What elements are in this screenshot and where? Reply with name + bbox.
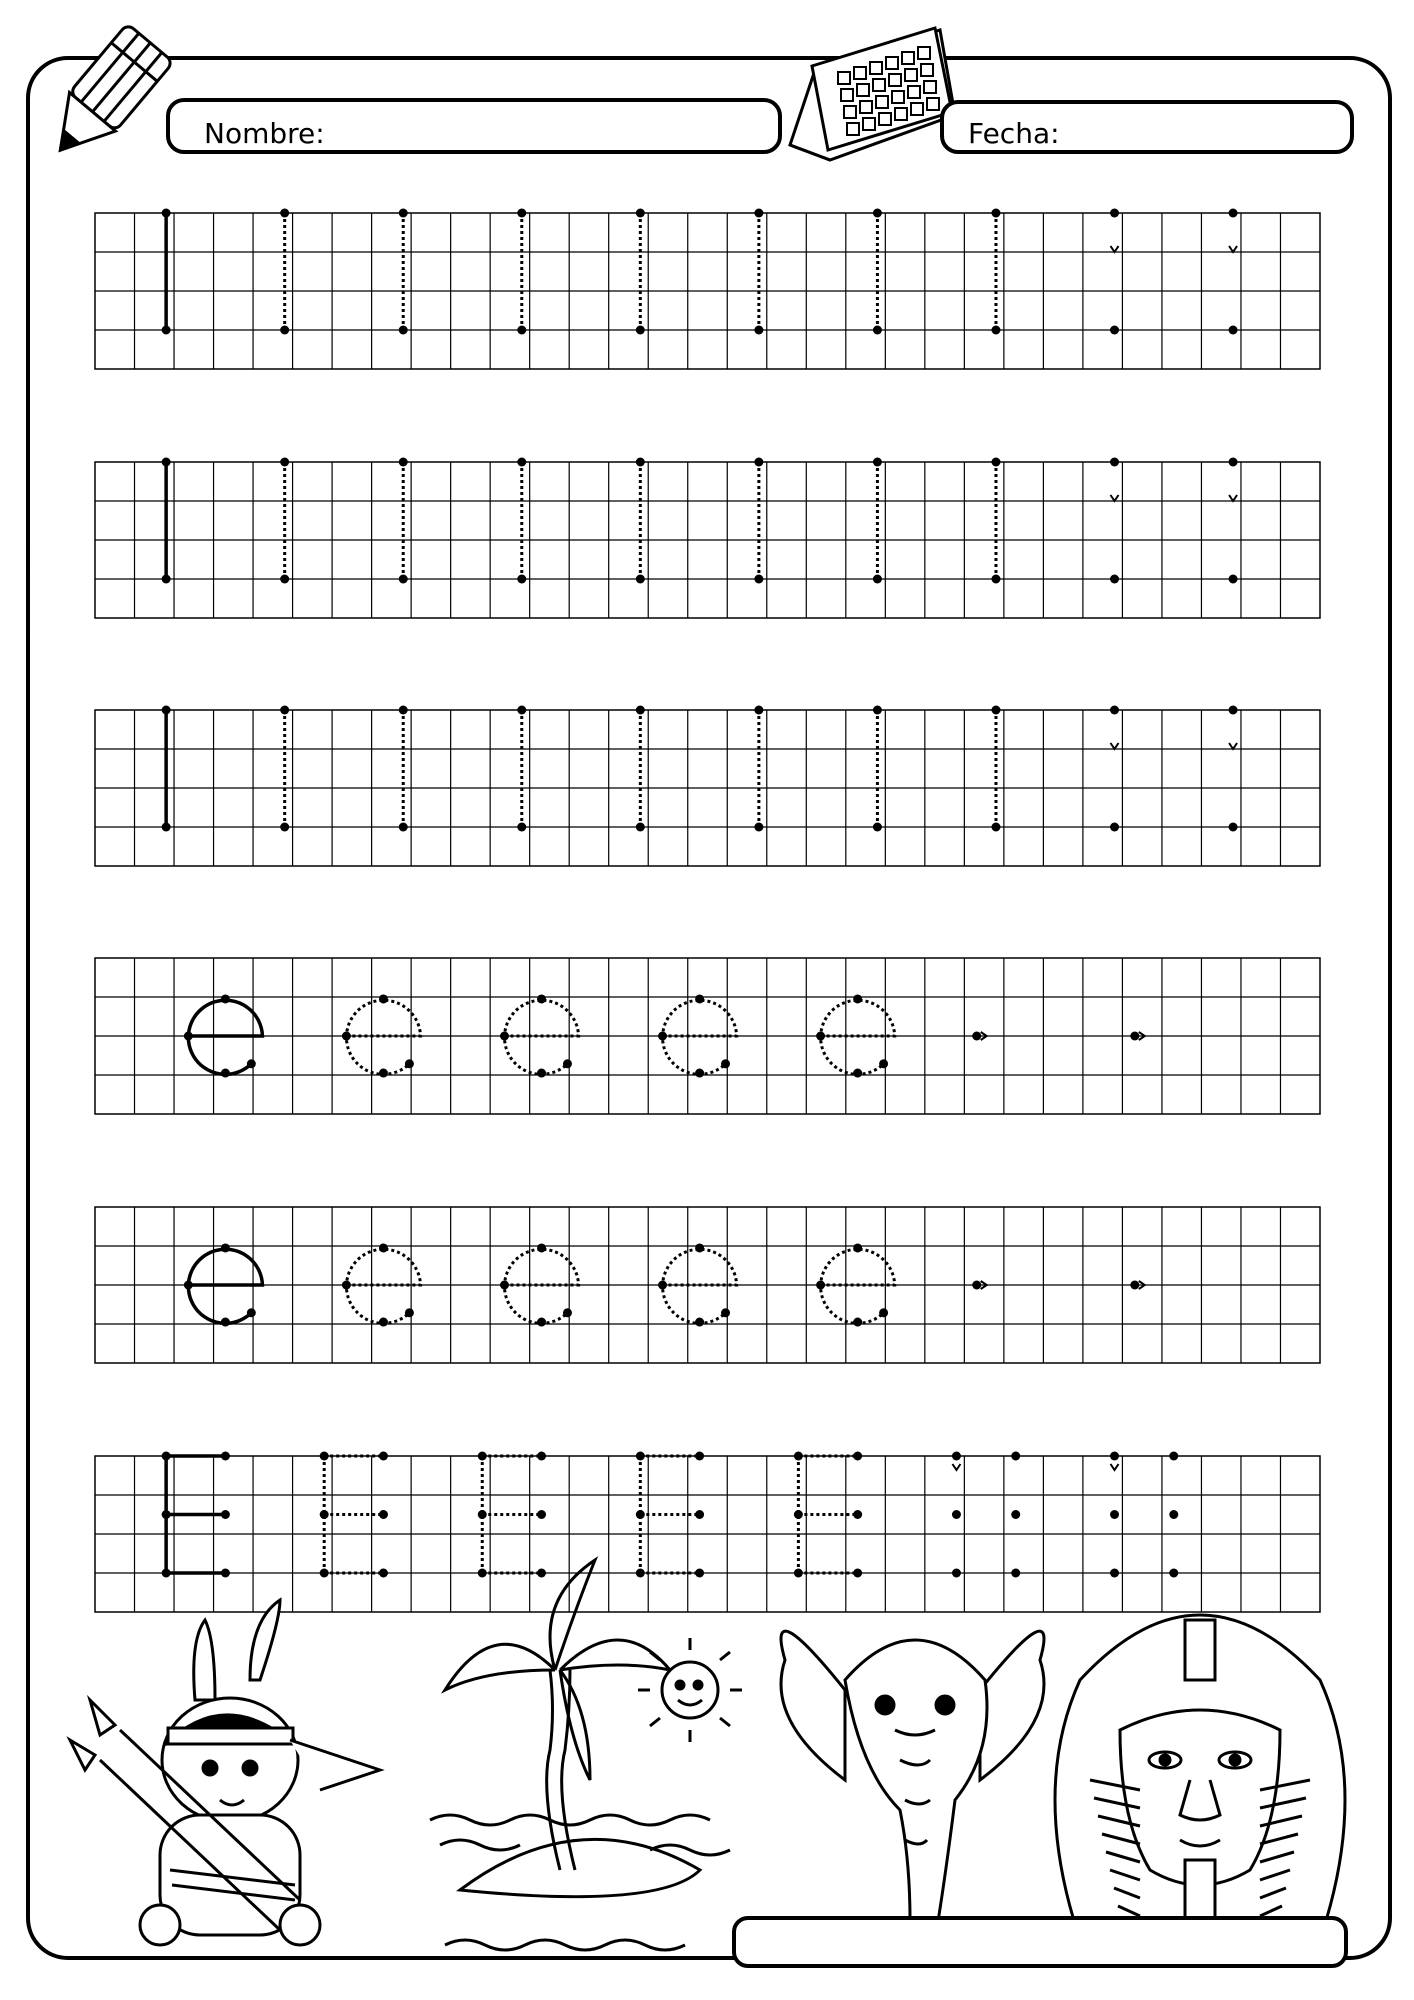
guide-dot: [537, 1569, 546, 1578]
guide-dot: [873, 706, 882, 715]
guide-dot: [405, 1059, 414, 1068]
guide-dot: [399, 823, 408, 832]
guide-dot: [500, 1032, 509, 1041]
guide-dot: [537, 1069, 546, 1078]
guide-dot: [695, 1569, 704, 1578]
guide-dot: [991, 823, 1000, 832]
practice-row: [95, 958, 1320, 1114]
guide-dot: [280, 823, 289, 832]
arrow-hint: [1229, 495, 1237, 501]
calendar-cell: [902, 52, 914, 64]
guide-dot: [184, 1281, 193, 1290]
guide-dot: [221, 994, 230, 1003]
guide-dot: [162, 1569, 171, 1578]
arrow-hint: [1229, 246, 1237, 252]
arrow-hint: [1111, 495, 1119, 501]
practice-row: [95, 706, 1320, 867]
guide-dot: [517, 575, 526, 584]
guide-dot: [478, 1569, 487, 1578]
guide-dot: [247, 1059, 256, 1068]
calendar-cell: [911, 103, 923, 115]
guide-dot: [1110, 1569, 1119, 1578]
calendar-cell: [924, 81, 936, 93]
guide-dot: [636, 575, 645, 584]
guide-dot: [721, 1308, 730, 1317]
guide-dot: [1169, 1452, 1178, 1461]
guide-dot: [853, 1569, 862, 1578]
calendar-cell: [857, 84, 869, 96]
letter-guides: [162, 1452, 1179, 1578]
guide-dot: [162, 1510, 171, 1519]
guide-dot: [721, 1059, 730, 1068]
guide-dot: [320, 1569, 329, 1578]
guide-dot: [379, 1452, 388, 1461]
guide-dot: [879, 1308, 888, 1317]
arrow-hint: [1229, 743, 1237, 749]
guide-dot: [379, 1318, 388, 1327]
guide-dot: [1130, 1032, 1139, 1041]
arrow-hint: [1111, 743, 1119, 749]
guide-dot: [658, 1032, 667, 1041]
guide-dot: [379, 994, 388, 1003]
guide-dot: [1110, 458, 1119, 467]
guide-dot: [405, 1308, 414, 1317]
arrow-hint: [1111, 1464, 1119, 1470]
guide-dot: [754, 823, 763, 832]
letter-guides: [162, 458, 1238, 584]
guide-dot: [873, 575, 882, 584]
calendar-cell: [889, 74, 901, 86]
guide-dot: [478, 1452, 487, 1461]
guide-dot: [342, 1032, 351, 1041]
guide-dot: [280, 458, 289, 467]
letter-guides: [162, 706, 1238, 832]
guide-dot: [952, 1510, 961, 1519]
guide-dot: [379, 1243, 388, 1252]
guide-dot: [563, 1308, 572, 1317]
calendar-cell: [886, 57, 898, 69]
calendar-icon: [790, 28, 955, 160]
guide-dot: [636, 823, 645, 832]
guide-dot: [1110, 209, 1119, 218]
guide-dot: [399, 458, 408, 467]
guide-dot: [280, 209, 289, 218]
calendar-cell: [860, 101, 872, 113]
guide-dot: [1011, 1510, 1020, 1519]
guide-dot: [399, 209, 408, 218]
calendar-cell: [895, 108, 907, 120]
guide-dot: [991, 209, 1000, 218]
guide-dot: [1110, 706, 1119, 715]
guide-dot: [1011, 1569, 1020, 1578]
guide-dot: [853, 1069, 862, 1078]
guide-dot: [754, 458, 763, 467]
guide-dot: [1011, 1452, 1020, 1461]
guide-dot: [280, 326, 289, 335]
guide-dot: [280, 706, 289, 715]
guide-dot: [1169, 1510, 1178, 1519]
guide-dot: [221, 1318, 230, 1327]
guide-dot: [991, 458, 1000, 467]
letter-guides: [162, 209, 1238, 335]
guide-dot: [280, 575, 289, 584]
guide-dot: [1229, 575, 1238, 584]
guide-dot: [991, 706, 1000, 715]
guide-dot: [184, 1032, 193, 1041]
guide-dot: [636, 1569, 645, 1578]
guide-dot: [972, 1032, 981, 1041]
arrow-hint: [1111, 246, 1119, 252]
practice-row: [95, 458, 1320, 619]
calendar-cell: [876, 96, 888, 108]
calendar-cell: [841, 89, 853, 101]
guide-dot: [754, 209, 763, 218]
guide-dot: [991, 326, 1000, 335]
guide-dot: [162, 1452, 171, 1461]
guide-dot: [517, 326, 526, 335]
guide-dot: [1229, 823, 1238, 832]
guide-dot: [816, 1281, 825, 1290]
calendar-cell: [905, 69, 917, 81]
guide-dot: [537, 1318, 546, 1327]
guide-dot: [754, 326, 763, 335]
practice-grids: [95, 209, 1320, 1613]
guide-dot: [399, 575, 408, 584]
guide-dot: [342, 1281, 351, 1290]
guide-dot: [695, 1318, 704, 1327]
guide-dot: [636, 1452, 645, 1461]
guide-dot: [754, 575, 763, 584]
guide-dot: [1110, 1510, 1119, 1519]
guide-dot: [1110, 823, 1119, 832]
indian-child-illustration: [70, 1600, 380, 1945]
guide-dot: [695, 1243, 704, 1252]
guide-dot: [517, 209, 526, 218]
guide-dot: [563, 1059, 572, 1068]
guide-dot: [873, 458, 882, 467]
guide-dot: [221, 1069, 230, 1078]
guide-dot: [636, 326, 645, 335]
calendar-cell: [908, 86, 920, 98]
guide-dot: [537, 994, 546, 1003]
calendar-cell: [873, 79, 885, 91]
guide-dot: [794, 1452, 803, 1461]
guide-dot: [636, 209, 645, 218]
guide-dot: [952, 1452, 961, 1461]
guide-dot: [1229, 209, 1238, 218]
guide-dot: [853, 1452, 862, 1461]
guide-dot: [853, 1243, 862, 1252]
guide-dot: [695, 1510, 704, 1519]
guide-dot: [320, 1510, 329, 1519]
answer-field[interactable]: [734, 1918, 1346, 1966]
calendar-cell: [870, 62, 882, 74]
guide-dot: [873, 823, 882, 832]
guide-dot: [379, 1510, 388, 1519]
calendar-cell: [838, 72, 850, 84]
guide-dot: [754, 706, 763, 715]
guide-dot: [221, 1569, 230, 1578]
guide-dot: [636, 1510, 645, 1519]
elephant-illustration: [781, 1631, 1044, 1942]
guide-dot: [537, 1510, 546, 1519]
guide-dot: [794, 1569, 803, 1578]
pharaoh-illustration: [1055, 1615, 1345, 1940]
guide-dot: [636, 706, 645, 715]
calendar-cell: [921, 64, 933, 76]
calendar-cell: [863, 118, 875, 130]
guide-dot: [379, 1569, 388, 1578]
arrow-hint: [952, 1464, 960, 1470]
guide-dot: [879, 1059, 888, 1068]
guide-dot: [695, 1452, 704, 1461]
guide-dot: [972, 1281, 981, 1290]
guide-dot: [695, 994, 704, 1003]
guide-dot: [500, 1281, 509, 1290]
guide-dot: [853, 994, 862, 1003]
guide-dot: [873, 209, 882, 218]
guide-dot: [991, 575, 1000, 584]
guide-dot: [399, 326, 408, 335]
guide-dot: [221, 1243, 230, 1252]
guide-dot: [517, 823, 526, 832]
guide-dot: [658, 1281, 667, 1290]
calendar-cell: [847, 123, 859, 135]
guide-dot: [695, 1069, 704, 1078]
guide-dot: [399, 706, 408, 715]
calendar-cell: [854, 67, 866, 79]
guide-dot: [873, 326, 882, 335]
guide-dot: [794, 1510, 803, 1519]
name-label: Nombre:: [204, 117, 325, 150]
island-illustration: [430, 1560, 742, 1950]
practice-row: [95, 1207, 1320, 1363]
guide-dot: [478, 1510, 487, 1519]
guide-dot: [1110, 575, 1119, 584]
guide-dot: [247, 1308, 256, 1317]
guide-dot: [853, 1510, 862, 1519]
guide-dot: [1130, 1281, 1139, 1290]
calendar-cell: [844, 106, 856, 118]
guide-dot: [853, 1318, 862, 1327]
guide-dot: [1229, 706, 1238, 715]
date-label: Fecha:: [968, 117, 1060, 150]
calendar-cell: [892, 91, 904, 103]
guide-dot: [517, 458, 526, 467]
guide-dot: [816, 1032, 825, 1041]
calendar-cell: [879, 113, 891, 125]
guide-dot: [1229, 326, 1238, 335]
pencil-icon: [37, 24, 173, 170]
guide-dot: [537, 1243, 546, 1252]
guide-dot: [320, 1452, 329, 1461]
calendar-cell: [927, 98, 939, 110]
guide-dot: [1110, 326, 1119, 335]
calendar-cell: [918, 47, 930, 59]
practice-row: [95, 209, 1320, 370]
guide-dot: [1110, 1452, 1119, 1461]
guide-dot: [537, 1452, 546, 1461]
guide-dot: [379, 1069, 388, 1078]
guide-dot: [517, 706, 526, 715]
guide-dot: [221, 1452, 230, 1461]
practice-row: [95, 1452, 1320, 1613]
guide-dot: [1169, 1569, 1178, 1578]
guide-dot: [1229, 458, 1238, 467]
guide-dot: [636, 458, 645, 467]
guide-dot: [221, 1510, 230, 1519]
guide-dot: [952, 1569, 961, 1578]
